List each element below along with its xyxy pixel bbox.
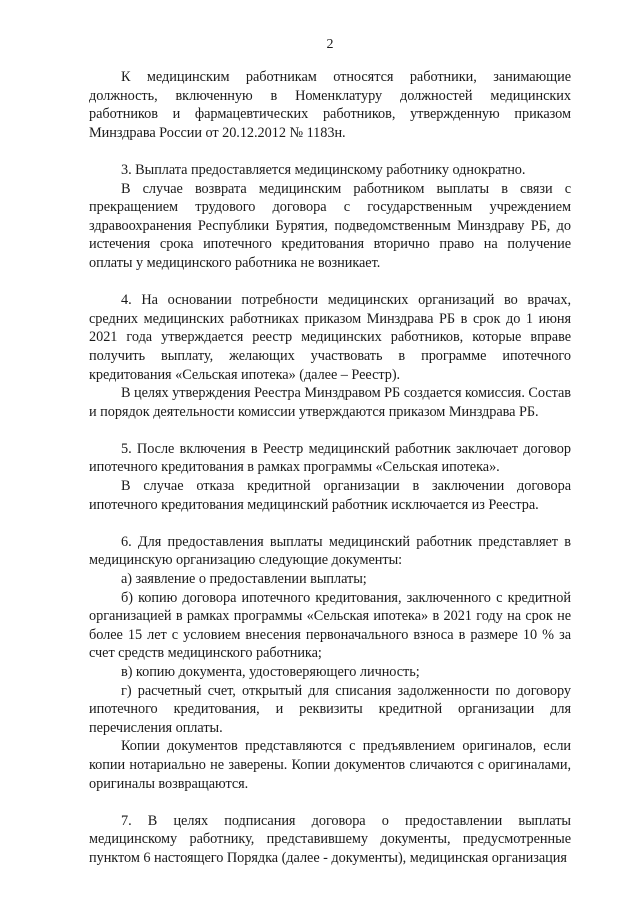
- paragraph: 5. После включения в Реестр медицинский работник заключает договор ипотечного кредитования в рамках программы «Сельская ипотека».: [89, 440, 571, 476]
- paragraph: К медицинским работникам относятся работники, занимающие должность, включенную в Номенклатуру должностей медицинских работников и фармацевтических работников, утвержденную приказом Минздрава России от 20.12.2012 № 1183н.: [89, 69, 571, 141]
- paragraph: В случае отказа кредитной организации в заключении договора ипотечного кредитования медицинский работник исключается из Реестра.: [89, 478, 571, 513]
- paragraph: В случае возврата медицинским работником выплаты в связи с прекращением трудового договора с государственным учреждением здравоохранения Республики Бурятия, подведомственным Минздраву РБ, до истечения срока ипотечного кредитования вторично право на получение оплаты у медицинского работника не возникает.: [89, 180, 571, 271]
- paragraph: а) заявление о предоставлении выплаты;: [121, 571, 367, 588]
- paragraph: В целях утверждения Реестра Минздравом РБ создается комиссия. Состав и порядок деятельности комиссии утверждаются приказом Минздрава РБ.: [89, 385, 571, 420]
- paragraph: б) копию договора ипотечного кредитования, заключенного с кредитной организацией в рамках программы «Сельская ипотека» в 2021 году на срок не более 15 лет с условием внесения первоначального взноса в размере 10 % за счет средств медицинского работника;: [89, 589, 571, 662]
- paragraph: 4. На основании потребности медицинских организаций во врачах, средних медицинских работниках приказом Минздрава РБ в срок до 1 июня 2021 года утверждается реестр медицинских работников, которые вправе получить выплату, желающих участвовать в программе ипотечного кредитования «Сельская ипотека» (далее – Реестр).: [89, 292, 571, 383]
- paragraph: Копии документов представляются с предъявлением оригиналов, если копии нотариально не заверены. Копии документов сличаются с оригиналами, оригиналы возвращаются.: [89, 738, 571, 792]
- paragraph: 6. Для предоставления выплаты медицинский работник представляет в медицинскую организацию следующие документы:: [89, 533, 571, 569]
- paragraph: в) копию документа, удостоверяющего личность;: [121, 664, 420, 680]
- paragraph: г) расчетный счет, открытый для списания задолженности по договору ипотечного кредитования, и реквизиты кредитной организации для перечисления оплаты.: [89, 682, 571, 736]
- paragraph: 3. Выплата предоставляется медицинскому работнику однократно.: [121, 161, 526, 178]
- paragraph: 7. В целях подписания договора о предоставлении выплаты медицинскому работнику, представившему документы, предусмотренные пунктом 6 настоящего Порядка (далее - документы), медицинская организация: [89, 812, 571, 866]
- page-number: 2: [326, 37, 334, 52]
- document-body: [89, 68, 571, 868]
- document-page: [89, 0, 571, 905]
